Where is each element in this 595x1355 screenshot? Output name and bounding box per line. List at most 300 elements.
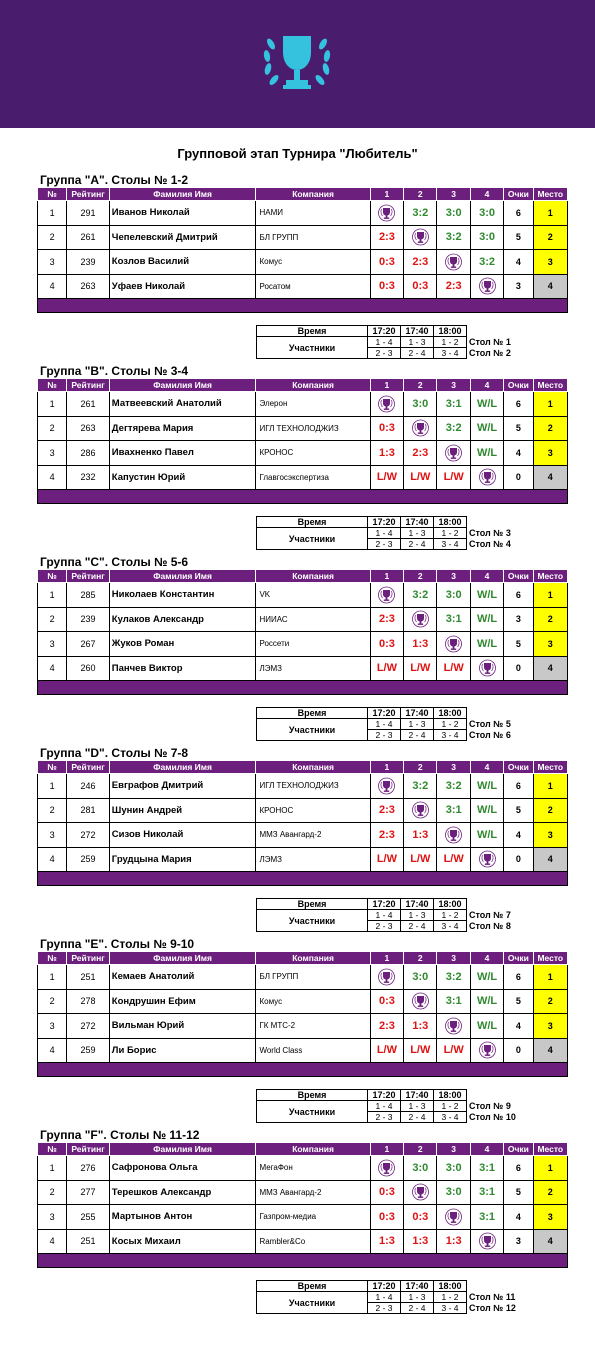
table-row	[38, 441, 568, 466]
player-points: 5	[504, 416, 533, 441]
table-name: Стол № 6	[469, 730, 511, 740]
column-header: Очки	[504, 761, 533, 774]
player-rating: 263	[67, 416, 109, 441]
column-header: Фамилия Имя	[109, 761, 256, 774]
trophy-icon	[412, 995, 429, 1007]
player-number: 1	[38, 1156, 67, 1181]
match-pair: 1 - 3	[401, 1101, 434, 1112]
column-header: 1	[370, 761, 403, 774]
column-header: Очки	[504, 188, 533, 201]
match-pair: 1 - 3	[401, 719, 434, 730]
column-header: 2	[404, 188, 437, 201]
player-place: 3	[533, 1014, 567, 1039]
match-result: 2:3	[404, 441, 437, 466]
player-rating: 232	[67, 465, 109, 490]
trophy-icon	[378, 971, 395, 983]
match-pair: 2 - 3	[368, 730, 401, 741]
self-match-cell	[404, 225, 437, 250]
column-header: Компания	[256, 952, 370, 965]
table-row	[38, 201, 568, 226]
column-header: Компания	[256, 188, 370, 201]
player-company: ИГЛ ТЕХНОЛОДЖИЗ	[256, 774, 370, 799]
player-company: Rambler&Co	[256, 1229, 370, 1254]
spacer	[467, 517, 537, 528]
player-rating: 277	[67, 1180, 109, 1205]
player-company: НАМИ	[256, 201, 370, 226]
column-header: 3	[437, 188, 470, 201]
spacer	[467, 708, 537, 719]
match-result: 3:2	[437, 416, 470, 441]
player-name: Шунин Андрей	[109, 798, 256, 823]
table-header-row	[38, 570, 568, 583]
table-row	[38, 798, 568, 823]
time-slot: 17:40	[401, 1090, 434, 1101]
match-result: 1:3	[404, 632, 437, 657]
column-header: 3	[437, 761, 470, 774]
schedule-time-row	[257, 1281, 537, 1292]
table-header-row	[38, 761, 568, 774]
player-name: Сизов Николай	[109, 823, 256, 848]
player-number: 2	[38, 1180, 67, 1205]
column-header: Фамилия Имя	[109, 188, 256, 201]
match-result: W/L	[470, 1014, 503, 1039]
table-row	[38, 583, 568, 608]
match-result: L/W	[370, 465, 403, 490]
schedule-block	[256, 516, 595, 550]
self-match-cell	[470, 656, 503, 681]
table-row	[38, 465, 568, 490]
player-number: 1	[38, 392, 67, 417]
self-match-cell	[370, 201, 403, 226]
column-header: Рейтинг	[67, 952, 109, 965]
column-header: 1	[370, 188, 403, 201]
group-title: Группа "B". Столы № 3-4	[40, 364, 189, 378]
participants-label: Участники	[257, 1292, 368, 1314]
page-header	[0, 0, 595, 128]
table-name: Стол № 8	[469, 921, 511, 931]
match-pair: 2 - 4	[401, 1303, 434, 1314]
player-place: 3	[533, 441, 567, 466]
player-points: 4	[504, 1205, 533, 1230]
self-match-cell	[404, 416, 437, 441]
player-points: 5	[504, 989, 533, 1014]
match-pair: 1 - 3	[401, 910, 434, 921]
self-match-cell	[437, 823, 470, 848]
schedule-table	[256, 1089, 537, 1123]
match-result: L/W	[404, 1038, 437, 1063]
time-slot: 17:40	[401, 899, 434, 910]
column-header: 4	[470, 570, 503, 583]
match-result: 3:0	[470, 201, 503, 226]
match-pair: 1 - 3	[401, 528, 434, 539]
standings-table	[37, 187, 568, 313]
trophy-icon	[378, 207, 395, 219]
participants-label: Участники	[257, 528, 368, 550]
table-footer-bar	[38, 299, 568, 313]
table-row	[38, 1229, 568, 1254]
column-header: №	[38, 761, 67, 774]
trophy-icon	[412, 231, 429, 243]
trophy-icon	[412, 613, 429, 625]
table-name: Стол № 9	[469, 1101, 511, 1111]
match-pair: 1 - 4	[368, 528, 401, 539]
trophy-icon	[412, 422, 429, 434]
player-place: 3	[533, 823, 567, 848]
column-header: 2	[404, 570, 437, 583]
match-result: 3:2	[470, 250, 503, 275]
player-number: 2	[38, 798, 67, 823]
time-slot: 18:00	[434, 517, 467, 528]
player-points: 6	[504, 774, 533, 799]
column-header: 4	[470, 761, 503, 774]
player-points: 4	[504, 250, 533, 275]
match-pair: 3 - 4	[434, 921, 467, 932]
column-header: 2	[404, 379, 437, 392]
match-result: 3:1	[437, 607, 470, 632]
player-points: 5	[504, 632, 533, 657]
trophy-icon	[479, 662, 496, 674]
player-name: Ивахненко Павел	[109, 441, 256, 466]
self-match-cell	[404, 1180, 437, 1205]
table-row	[38, 656, 568, 681]
table-row	[38, 1038, 568, 1063]
time-slot: 18:00	[434, 1090, 467, 1101]
time-slot: 17:20	[368, 899, 401, 910]
match-result: 3:1	[470, 1205, 503, 1230]
match-result: 3:0	[437, 583, 470, 608]
player-points: 6	[504, 392, 533, 417]
column-header: 4	[470, 188, 503, 201]
time-slot: 17:40	[401, 517, 434, 528]
match-result: 3:0	[437, 1180, 470, 1205]
player-place: 4	[533, 274, 567, 299]
match-result: 3:1	[437, 989, 470, 1014]
match-result: 0:3	[370, 1180, 403, 1205]
player-points: 6	[504, 201, 533, 226]
trophy-icon	[378, 1162, 395, 1174]
player-points: 5	[504, 225, 533, 250]
player-points: 4	[504, 823, 533, 848]
player-points: 5	[504, 798, 533, 823]
player-company: ММЗ Авангард-2	[256, 823, 370, 848]
schedule-block	[256, 898, 595, 932]
self-match-cell	[470, 847, 503, 872]
table-row	[38, 607, 568, 632]
player-rating: 278	[67, 989, 109, 1014]
player-points: 3	[504, 607, 533, 632]
schedule-time-row	[257, 708, 537, 719]
match-result: 1:3	[370, 1229, 403, 1254]
match-result: 1:3	[404, 1014, 437, 1039]
player-company: ММЗ Авангард-2	[256, 1180, 370, 1205]
column-header: Место	[533, 188, 567, 201]
match-pair: 2 - 3	[368, 539, 401, 550]
match-result: 2:3	[370, 225, 403, 250]
schedule-table	[256, 516, 537, 550]
self-match-cell	[470, 274, 503, 299]
player-points: 0	[504, 656, 533, 681]
player-place: 2	[533, 798, 567, 823]
player-place: 2	[533, 1180, 567, 1205]
trophy-icon	[445, 638, 462, 650]
player-name: Сафронова Ольга	[109, 1156, 256, 1181]
match-result: W/L	[470, 583, 503, 608]
match-pair: 2 - 3	[368, 348, 401, 359]
match-pair: 2 - 3	[368, 1112, 401, 1123]
player-company: Газпром-медиа	[256, 1205, 370, 1230]
column-header: 1	[370, 570, 403, 583]
player-company: VK	[256, 583, 370, 608]
column-header: №	[38, 379, 67, 392]
match-result: 3:2	[404, 201, 437, 226]
column-header: 1	[370, 952, 403, 965]
player-place: 4	[533, 847, 567, 872]
match-result: L/W	[370, 656, 403, 681]
match-pair: 2 - 4	[401, 921, 434, 932]
player-place: 3	[533, 250, 567, 275]
player-points: 6	[504, 583, 533, 608]
schedule-table	[256, 1280, 537, 1314]
column-header: Фамилия Имя	[109, 952, 256, 965]
match-result: 1:3	[437, 1229, 470, 1254]
player-company: World Class	[256, 1038, 370, 1063]
player-rating: 261	[67, 225, 109, 250]
table-name: Стол № 12	[469, 1303, 516, 1313]
player-rating: 261	[67, 392, 109, 417]
table-row	[38, 847, 568, 872]
participants-label: Участники	[257, 337, 368, 359]
table-name: Стол № 5	[469, 719, 511, 729]
player-company: КРОНОС	[256, 441, 370, 466]
match-pair: 1 - 3	[401, 1292, 434, 1303]
match-result: W/L	[470, 441, 503, 466]
player-points: 6	[504, 1156, 533, 1181]
player-name: Матвеевский Анатолий	[109, 392, 256, 417]
match-result: 0:3	[370, 632, 403, 657]
column-header: 4	[470, 952, 503, 965]
column-header: Компания	[256, 1143, 370, 1156]
match-result: 3:0	[437, 201, 470, 226]
player-company: ЛЭМЗ	[256, 656, 370, 681]
match-pair: 3 - 4	[434, 1112, 467, 1123]
player-number: 1	[38, 774, 67, 799]
player-number: 2	[38, 416, 67, 441]
standings-table	[37, 378, 568, 504]
player-name: Кемаев Анатолий	[109, 965, 256, 990]
table-row	[38, 416, 568, 441]
player-rating: 263	[67, 274, 109, 299]
table-footer-bar	[38, 490, 568, 504]
self-match-cell	[370, 965, 403, 990]
player-number: 4	[38, 465, 67, 490]
match-result: W/L	[470, 989, 503, 1014]
player-name: Николаев Константин	[109, 583, 256, 608]
match-result: 0:3	[370, 416, 403, 441]
match-result: 3:1	[437, 392, 470, 417]
self-match-cell	[470, 1038, 503, 1063]
match-result: L/W	[404, 847, 437, 872]
column-header: 1	[370, 379, 403, 392]
group-title: Группа "F". Столы № 11-12	[40, 1128, 200, 1142]
player-number: 3	[38, 1205, 67, 1230]
trophy-icon	[378, 589, 395, 601]
match-result: 3:0	[404, 965, 437, 990]
match-pair: 1 - 4	[368, 1101, 401, 1112]
table-row	[38, 965, 568, 990]
match-pair: 1 - 2	[434, 337, 467, 348]
trophy-icon	[445, 1211, 462, 1223]
player-number: 1	[38, 583, 67, 608]
player-rating: 272	[67, 823, 109, 848]
match-result: 0:3	[370, 274, 403, 299]
match-pair: 2 - 3	[368, 921, 401, 932]
player-place: 2	[533, 989, 567, 1014]
trophy-icon	[445, 1020, 462, 1032]
footer-cell	[38, 1063, 568, 1077]
time-slot: 17:40	[401, 708, 434, 719]
match-result: W/L	[470, 607, 503, 632]
column-header: Очки	[504, 1143, 533, 1156]
table-row	[38, 1180, 568, 1205]
table-name: Стол № 2	[469, 348, 511, 358]
player-place: 1	[533, 583, 567, 608]
player-points: 0	[504, 847, 533, 872]
self-match-cell	[404, 798, 437, 823]
player-number: 3	[38, 632, 67, 657]
column-header: Рейтинг	[67, 379, 109, 392]
column-header: №	[38, 1143, 67, 1156]
player-number: 2	[38, 989, 67, 1014]
participants-label: Участники	[257, 910, 368, 932]
spacer	[467, 1281, 537, 1292]
player-rating: 259	[67, 1038, 109, 1063]
match-result: 0:3	[404, 274, 437, 299]
match-pair: 1 - 4	[368, 910, 401, 921]
player-name: Вильман Юрий	[109, 1014, 256, 1039]
match-result: L/W	[404, 656, 437, 681]
trophy-icon	[412, 804, 429, 816]
table-name: Стол № 3	[469, 528, 511, 538]
column-header: Очки	[504, 379, 533, 392]
schedule-table	[256, 325, 537, 359]
participants-label: Участники	[257, 1101, 368, 1123]
self-match-cell	[370, 1156, 403, 1181]
trophy-icon	[378, 780, 395, 792]
schedule-block	[256, 1089, 595, 1123]
match-pair: 2 - 3	[368, 1303, 401, 1314]
table-footer-bar	[38, 872, 568, 886]
column-header: 4	[470, 1143, 503, 1156]
schedule-time-row	[257, 326, 537, 337]
player-number: 3	[38, 1014, 67, 1039]
table-row	[38, 1156, 568, 1181]
player-number: 2	[38, 607, 67, 632]
trophy-icon	[479, 471, 496, 483]
match-pair: 3 - 4	[434, 539, 467, 550]
column-header: Место	[533, 1143, 567, 1156]
match-result: L/W	[437, 847, 470, 872]
column-header: 3	[437, 1143, 470, 1156]
column-header: Фамилия Имя	[109, 1143, 256, 1156]
time-slot: 18:00	[434, 1281, 467, 1292]
player-rating: 239	[67, 250, 109, 275]
match-result: 3:2	[437, 774, 470, 799]
time-slot: 18:00	[434, 708, 467, 719]
match-result: 2:3	[437, 274, 470, 299]
page-title: Групповой этап Турнира "Любитель"	[177, 146, 418, 161]
player-number: 1	[38, 201, 67, 226]
player-number: 4	[38, 1229, 67, 1254]
trophy-icon	[479, 1235, 496, 1247]
column-header: Фамилия Имя	[109, 570, 256, 583]
schedule-time-row	[257, 899, 537, 910]
self-match-cell	[370, 583, 403, 608]
match-result: W/L	[470, 774, 503, 799]
match-result: 3:0	[404, 392, 437, 417]
player-number: 4	[38, 1038, 67, 1063]
player-place: 1	[533, 774, 567, 799]
column-header: №	[38, 188, 67, 201]
match-result: W/L	[470, 632, 503, 657]
player-number: 2	[38, 225, 67, 250]
match-result: W/L	[470, 416, 503, 441]
match-pair: 2 - 4	[401, 1112, 434, 1123]
self-match-cell	[437, 1205, 470, 1230]
time-slot: 17:40	[401, 326, 434, 337]
trophy-icon	[378, 398, 395, 410]
player-place: 1	[533, 1156, 567, 1181]
schedule-match-row	[257, 337, 537, 348]
match-result: L/W	[370, 1038, 403, 1063]
player-company: ГК МТС-2	[256, 1014, 370, 1039]
player-number: 1	[38, 965, 67, 990]
player-name: Чепелевский Дмитрий	[109, 225, 256, 250]
trophy-icon	[412, 1186, 429, 1198]
table-name: Стол № 10	[469, 1112, 516, 1122]
player-rating: 276	[67, 1156, 109, 1181]
trophy-icon	[445, 256, 462, 268]
player-company: Комус	[256, 989, 370, 1014]
time-slot: 17:20	[368, 708, 401, 719]
player-rating: 259	[67, 847, 109, 872]
player-place: 1	[533, 965, 567, 990]
player-points: 6	[504, 965, 533, 990]
player-rating: 286	[67, 441, 109, 466]
player-company: БЛ ГРУПП	[256, 225, 370, 250]
standings-table	[37, 760, 568, 886]
schedule-block	[256, 325, 595, 359]
column-header: №	[38, 952, 67, 965]
match-pair: 2 - 4	[401, 730, 434, 741]
column-header: Рейтинг	[67, 761, 109, 774]
table-name: Стол № 7	[469, 910, 511, 920]
standings-table	[37, 951, 568, 1077]
table-name: Стол № 4	[469, 539, 511, 549]
match-pair: 3 - 4	[434, 1303, 467, 1314]
player-place: 4	[533, 656, 567, 681]
footer-cell	[38, 299, 568, 313]
player-company: ИГЛ ТЕХНОЛОДЖИЗ	[256, 416, 370, 441]
player-number: 3	[38, 441, 67, 466]
footer-cell	[38, 681, 568, 695]
column-header: 2	[404, 1143, 437, 1156]
player-name: Дегтярева Мария	[109, 416, 256, 441]
player-number: 4	[38, 274, 67, 299]
player-name: Терешков Александр	[109, 1180, 256, 1205]
table-header-row	[38, 952, 568, 965]
player-points: 3	[504, 274, 533, 299]
match-pair: 1 - 2	[434, 719, 467, 730]
